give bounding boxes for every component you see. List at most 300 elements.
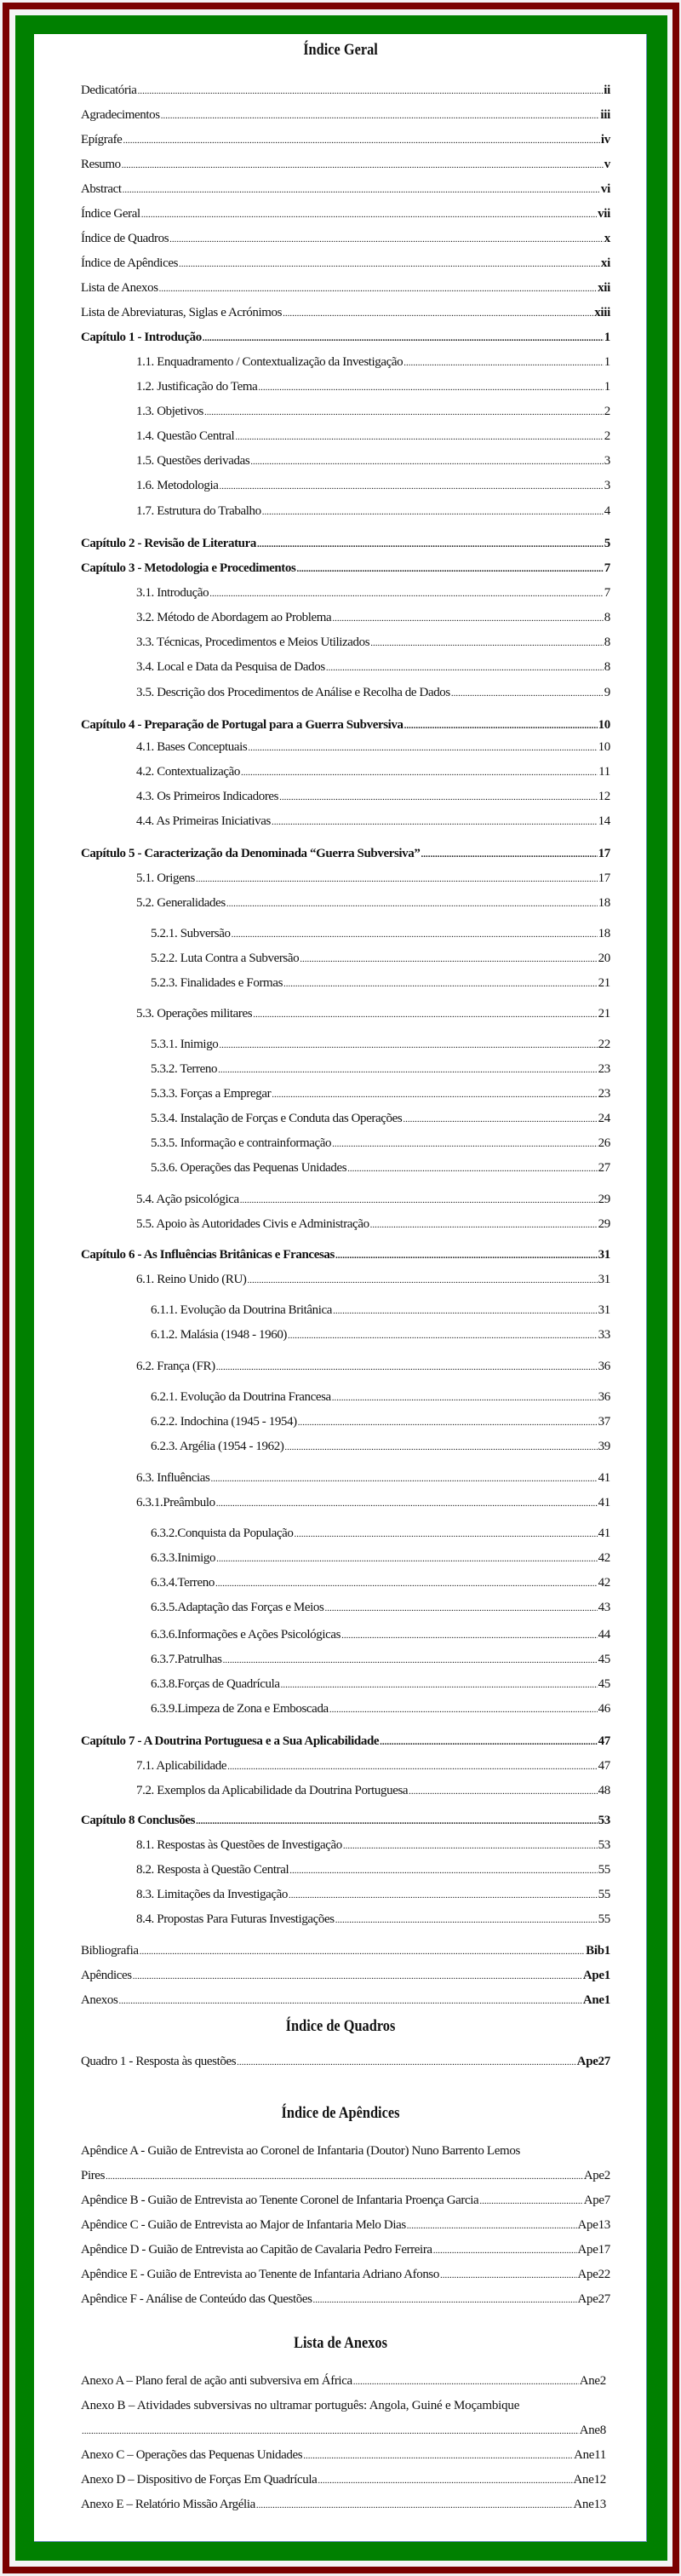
- entry-title: 5.5. Apoio às Autoridades Civis e Administração: [136, 1217, 369, 1231]
- page-number: 55: [598, 1888, 610, 1901]
- entry-title: Quadro 1 - Resposta às questões: [81, 2055, 237, 2068]
- entry-title: 1.5. Questões derivadas: [136, 454, 250, 468]
- entry-title: Abstract: [81, 182, 122, 196]
- section-entry[interactable]: [136, 503, 610, 520]
- dot-leader: [215, 1574, 598, 1592]
- page-number: 37: [598, 1415, 610, 1429]
- chapter-entry[interactable]: [81, 845, 610, 862]
- dot-leader: [451, 684, 604, 702]
- dot-leader: [440, 2266, 577, 2284]
- entry-title: Bibliografia: [81, 1944, 139, 1958]
- section-entry[interactable]: [136, 1837, 610, 1854]
- section-title-indice-quadros: Índice de Quadros: [285, 2017, 396, 2035]
- dot-leader: [404, 716, 598, 734]
- section-entry[interactable]: [136, 739, 610, 756]
- page-number: 8: [604, 611, 610, 624]
- subsection-entry[interactable]: [151, 1550, 610, 1567]
- dot-leader: [159, 279, 597, 297]
- page-number: 41: [598, 1496, 610, 1509]
- dot-leader: [335, 1246, 598, 1264]
- front-matter-entry[interactable]: [81, 82, 610, 99]
- dot-leader: [122, 156, 604, 174]
- dot-leader: [204, 403, 604, 421]
- front-matter-entry[interactable]: [81, 304, 610, 321]
- entry-title: Anexo A – Plano feral de ação anti subversiva em África: [81, 2374, 352, 2388]
- quadro-entry[interactable]: [81, 2053, 610, 2070]
- entry-title: 3.4. Local e Data da Pesquisa de Dados: [136, 660, 325, 674]
- dot-leader: [253, 1005, 597, 1023]
- dot-leader: [220, 477, 604, 495]
- page-number: 8: [604, 635, 610, 649]
- page-number: Ane8: [579, 2424, 606, 2437]
- page-number: 3: [604, 454, 610, 468]
- section-entry[interactable]: [136, 1358, 610, 1375]
- dot-leader: [433, 2241, 577, 2259]
- page-number: 55: [598, 1912, 610, 1926]
- entry-title: 7.1. Aplicabilidade: [136, 1759, 227, 1773]
- dot-leader: [279, 788, 597, 806]
- entry-title: 5.3.5. Informação e contrainformação: [151, 1136, 332, 1150]
- subsection-entry[interactable]: [151, 975, 610, 992]
- page-number: 47: [598, 1759, 610, 1773]
- dot-leader: [283, 975, 598, 992]
- subsection-entry[interactable]: [151, 1700, 610, 1717]
- dot-leader: [421, 845, 598, 863]
- page-number: 21: [598, 1007, 610, 1021]
- entry-title: 4.2. Contextualização: [136, 765, 240, 779]
- annex-entry-title[interactable]: Anexo B – Atividades subversivas no ultramar português: Angola, Guiné e Moçambique: [81, 2399, 520, 2412]
- chapter-entry[interactable]: [81, 716, 610, 733]
- appendix-entry[interactable]: [81, 2266, 610, 2283]
- page-number: Ape7: [583, 2194, 610, 2207]
- chapter-entry[interactable]: [81, 1812, 610, 1829]
- dot-leader: [216, 1358, 598, 1376]
- section-entry[interactable]: [136, 658, 610, 676]
- annex-entry[interactable]: [81, 2496, 606, 2513]
- appendix-entry[interactable]: [81, 2167, 610, 2184]
- subsection-entry[interactable]: [151, 1135, 610, 1152]
- entry-title: 5.2.2. Luta Contra a Subversão: [151, 952, 300, 965]
- front-matter-entry[interactable]: [81, 156, 610, 173]
- dot-leader: [335, 1911, 598, 1929]
- chapter-entry[interactable]: [81, 535, 610, 552]
- subsection-entry[interactable]: [151, 1061, 610, 1078]
- dot-leader: [318, 2471, 572, 2489]
- front-matter-entry[interactable]: [81, 205, 610, 222]
- annex-entry[interactable]: [81, 2372, 606, 2389]
- entry-title: 6.3.8.Forças de Quadrícula: [151, 1677, 280, 1691]
- annex-entry[interactable]: [81, 2422, 606, 2439]
- section-title-indice-apendices: Índice de Apêndices: [281, 2104, 400, 2122]
- entry-title: 6.2. França (FR): [136, 1360, 215, 1373]
- entry-title: 6.3.3.Inimigo: [151, 1551, 216, 1565]
- page-number: 10: [598, 740, 610, 754]
- back-matter-entry[interactable]: [81, 1942, 610, 1959]
- dot-leader: [409, 1782, 597, 1800]
- chapter-entry[interactable]: [81, 1733, 610, 1750]
- page-number: 45: [598, 1653, 610, 1666]
- dot-leader: [161, 106, 600, 124]
- entry-title: 6.1.2. Malásia (1948 - 1960): [151, 1328, 288, 1342]
- subsection-entry[interactable]: [151, 1599, 610, 1616]
- dot-leader: [407, 2217, 577, 2234]
- page-number: Ape2: [583, 2169, 610, 2182]
- entry-title: 8.1. Respostas às Questões de Investigação: [136, 1838, 342, 1852]
- page-number: Ape22: [577, 2268, 610, 2281]
- entry-title: Agradecimentos: [81, 108, 160, 122]
- entry-title: 5.1. Origens: [136, 871, 195, 885]
- page-number: 1: [604, 380, 610, 394]
- section-entry[interactable]: [136, 894, 610, 911]
- entry-title: 6.2.2. Indochina (1945 - 1954): [151, 1415, 297, 1429]
- page-number: xiii: [594, 306, 610, 319]
- section-entry[interactable]: [136, 684, 610, 701]
- appendix-entry[interactable]: [81, 2192, 610, 2209]
- page-number: Ape17: [577, 2243, 610, 2257]
- dot-leader: [250, 452, 604, 470]
- dot-leader: [295, 1525, 598, 1543]
- dot-leader: [343, 1837, 598, 1854]
- section-entry[interactable]: [136, 378, 610, 395]
- dot-leader: [240, 1191, 598, 1209]
- entry-title: Anexo D – Dispositivo de Forças Em Quadrícula: [81, 2473, 318, 2487]
- page-number: 2: [604, 405, 610, 418]
- appendix-entry[interactable]: [81, 2291, 610, 2308]
- subsection-entry[interactable]: [151, 1413, 610, 1430]
- entry-title: Índice de Apêndices: [81, 256, 179, 270]
- dot-leader: [298, 1413, 598, 1431]
- dot-leader: [209, 584, 604, 602]
- front-matter-entry[interactable]: [81, 279, 610, 296]
- dot-leader: [248, 1271, 598, 1289]
- dot-leader: [211, 1469, 598, 1487]
- page-number: vi: [600, 182, 610, 196]
- section-title-indice-geral: Índice Geral: [303, 41, 378, 59]
- subsection-entry[interactable]: [151, 1676, 610, 1693]
- section-entry[interactable]: [136, 403, 610, 420]
- dot-leader: [403, 354, 604, 371]
- dot-leader: [257, 535, 604, 553]
- entry-title: Apêndice D - Guião de Entrevista ao Capitão de Cavalaria Pedro Ferreira: [81, 2243, 432, 2257]
- dot-leader: [324, 1599, 597, 1617]
- entry-title: 6.3.7.Patrulhas: [151, 1653, 222, 1666]
- dot-leader: [232, 925, 598, 943]
- subsection-entry[interactable]: [151, 1036, 610, 1053]
- page-number: 21: [598, 976, 610, 990]
- front-matter-entry[interactable]: [81, 255, 610, 272]
- dot-leader: [332, 1135, 597, 1153]
- page-number: ii: [604, 83, 610, 97]
- entry-title: Capítulo 5 - Caracterização da Denominada “Guerra Subversiva”: [81, 847, 421, 860]
- entry-title: 3.1. Introdução: [136, 586, 209, 600]
- subsection-entry[interactable]: [151, 950, 610, 967]
- dot-leader: [289, 1861, 597, 1879]
- chapter-entry[interactable]: [81, 560, 610, 577]
- dot-leader: [329, 1700, 598, 1718]
- entry-title: 6.2.3. Argélia (1954 - 1962): [151, 1440, 284, 1453]
- back-matter-entry[interactable]: [81, 1992, 610, 2009]
- section-entry[interactable]: [136, 452, 610, 469]
- page-number: Ane2: [579, 2374, 606, 2388]
- entry-title: 5.3.6. Operações das Pequenas Unidades: [151, 1161, 347, 1175]
- page-number: 36: [598, 1390, 610, 1404]
- front-matter-entry[interactable]: [81, 181, 610, 198]
- page-number: 18: [598, 896, 610, 910]
- subsection-entry[interactable]: [151, 925, 610, 942]
- section-entry[interactable]: [136, 584, 610, 601]
- entry-title: 5.3.2. Terreno: [151, 1062, 218, 1076]
- entry-title: Dedicatória: [81, 83, 137, 97]
- dot-leader: [479, 2192, 582, 2210]
- entry-title: 8.3. Limitações da Investigação: [136, 1888, 288, 1901]
- page-number: 26: [598, 1136, 610, 1150]
- section-entry[interactable]: [136, 634, 610, 651]
- page-number: 31: [598, 1273, 610, 1286]
- dot-leader: [272, 813, 598, 831]
- entry-title: 3.3. Técnicas, Procedimentos e Meios Utilizados: [136, 635, 370, 649]
- entry-title: Índice Geral: [81, 207, 140, 221]
- dot-leader: [341, 1626, 598, 1644]
- subsection-entry[interactable]: [151, 1326, 610, 1343]
- dot-leader: [169, 230, 604, 248]
- page-number: 36: [598, 1360, 610, 1373]
- dot-leader: [347, 1159, 597, 1177]
- subsection-entry[interactable]: [151, 1085, 610, 1102]
- page-number: 18: [598, 927, 610, 940]
- page-number: 20: [598, 952, 610, 965]
- page-number: Ape27: [576, 2055, 610, 2068]
- front-matter-entry[interactable]: [81, 230, 610, 247]
- entry-title: 3.2. Método de Abordagem ao Problema: [136, 611, 332, 624]
- annex-entry[interactable]: [81, 2447, 606, 2464]
- entry-title: 8.4. Propostas Para Futuras Investigações: [136, 1912, 335, 1926]
- entry-title: Capítulo 4 - Preparação de Portugal para a Guerra Subversiva: [81, 718, 403, 732]
- entry-title: 1.4. Questão Central: [136, 429, 235, 443]
- page-number: 24: [598, 1112, 610, 1125]
- page-number: 7: [604, 586, 610, 600]
- section-entry[interactable]: [136, 609, 610, 626]
- dot-leader: [281, 1676, 598, 1693]
- section-entry[interactable]: [136, 1911, 610, 1928]
- page-number: 55: [598, 1863, 610, 1877]
- subsection-entry[interactable]: [151, 1159, 610, 1176]
- entry-title: Apêndice E - Guião de Entrevista ao Tenente de Infantaria Adriano Afonso: [81, 2268, 439, 2281]
- dot-leader: [403, 1110, 597, 1128]
- subsection-entry[interactable]: [151, 1574, 610, 1591]
- appendix-entry[interactable]: [81, 2241, 610, 2258]
- page-number: 12: [598, 790, 610, 803]
- subsection-entry[interactable]: [151, 1110, 610, 1127]
- dot-leader: [196, 1812, 597, 1830]
- section-entry[interactable]: [136, 1494, 610, 1511]
- dot-leader: [300, 950, 597, 968]
- entry-title: 1.3. Objetivos: [136, 405, 203, 418]
- dot-leader: [226, 894, 598, 912]
- subsection-entry[interactable]: [151, 1525, 610, 1542]
- subsection-entry[interactable]: [151, 1438, 610, 1455]
- dot-leader: [296, 560, 603, 578]
- dot-leader: [235, 428, 603, 446]
- dot-leader: [140, 1942, 585, 1960]
- page-number: 45: [598, 1677, 610, 1691]
- page-number: 9: [604, 686, 610, 699]
- subsection-entry[interactable]: [151, 1389, 610, 1406]
- page-number: Bib1: [586, 1944, 610, 1958]
- dot-leader: [219, 1036, 597, 1054]
- page-number: 2: [604, 429, 610, 443]
- entry-title: Anexo C – Operações das Pequenas Unidades: [81, 2448, 303, 2462]
- section-entry[interactable]: [136, 870, 610, 887]
- dot-leader: [332, 1389, 598, 1406]
- page-number: 7: [604, 561, 610, 575]
- chapter-entry[interactable]: [81, 329, 610, 346]
- dot-leader: [123, 181, 600, 198]
- page-number: 23: [598, 1087, 610, 1101]
- section-entry[interactable]: [136, 1271, 610, 1288]
- dot-leader: [283, 304, 593, 322]
- dot-leader: [106, 2167, 583, 2185]
- page-number: Ane11: [574, 2448, 606, 2462]
- page-number: 17: [598, 847, 610, 860]
- dot-leader: [123, 131, 599, 149]
- section-entry[interactable]: [136, 1469, 610, 1486]
- entry-title: Apêndice C - Guião de Entrevista ao Major de Infantaria Melo Dias: [81, 2218, 406, 2232]
- page-number: 46: [598, 1702, 610, 1716]
- page-number: 3: [604, 479, 610, 492]
- entry-title: Capítulo 1 - Introdução: [81, 331, 202, 344]
- page-number: iii: [600, 108, 610, 122]
- section-title-lista-anexos: Lista de Anexos: [294, 2334, 387, 2352]
- section-entry[interactable]: [136, 1191, 610, 1208]
- page-number: 11: [598, 765, 610, 779]
- entry-title: 4.1. Bases Conceptuais: [136, 740, 248, 754]
- section-entry[interactable]: [136, 763, 610, 780]
- page-number: 48: [598, 1784, 610, 1797]
- dot-leader: [241, 763, 598, 781]
- entry-title: 1.1. Enquadramento / Contextualização da Investigação: [136, 355, 403, 369]
- entry-title: 6.1.1. Evolução da Doutrina Britânica: [151, 1303, 333, 1317]
- subsection-entry[interactable]: [151, 1302, 610, 1319]
- entry-title: 5.2.3. Finalidades e Formas: [151, 976, 283, 990]
- appendix-entry[interactable]: [81, 2217, 610, 2234]
- entry-title: 3.5. Descrição dos Procedimentos de Análise e Recolha de Dados: [136, 686, 450, 699]
- page-number: x: [604, 232, 610, 245]
- dot-leader: [118, 1992, 581, 2010]
- annex-entry[interactable]: [81, 2471, 606, 2488]
- section-entry[interactable]: [136, 1861, 610, 1878]
- dot-leader: [196, 870, 598, 888]
- entry-title: 4.4. As Primeiras Iniciativas: [136, 814, 271, 828]
- entry-title: Lista de Anexos: [81, 281, 158, 295]
- entry-title: Anexos: [81, 1993, 118, 2007]
- dot-leader: [370, 634, 604, 652]
- page-number: 8: [604, 660, 610, 674]
- subsection-entry[interactable]: [151, 1626, 610, 1643]
- dot-leader: [284, 1438, 597, 1456]
- section-entry[interactable]: [136, 477, 610, 494]
- section-entry[interactable]: [136, 1005, 610, 1022]
- entry-title: Anexo E – Relatório Missão Argélia: [81, 2498, 255, 2511]
- page-number: 4: [604, 504, 610, 518]
- section-entry[interactable]: [136, 1886, 610, 1903]
- page-number: Ape13: [577, 2218, 610, 2232]
- entry-title: 8.2. Resposta à Questão Central: [136, 1863, 289, 1877]
- section-entry[interactable]: [136, 354, 610, 371]
- entry-title: 5.3.4. Instalação de Forças e Conduta das Operações: [151, 1112, 403, 1125]
- page-number: 41: [598, 1471, 610, 1485]
- entry-title: Resumo: [81, 158, 121, 171]
- page-number: 23: [598, 1062, 610, 1076]
- page-number: 44: [598, 1628, 610, 1642]
- page-number: Ape1: [582, 1969, 610, 1982]
- dot-leader: [82, 2422, 579, 2440]
- entry-title: Pires: [81, 2169, 106, 2182]
- dot-leader: [313, 2291, 577, 2309]
- page-number: 42: [598, 1551, 610, 1565]
- entry-title: 6.3.4.Terreno: [151, 1576, 215, 1590]
- page-number: 47: [598, 1734, 610, 1748]
- dot-leader: [237, 2053, 576, 2071]
- page-number: Ane13: [573, 2498, 606, 2511]
- dot-leader: [262, 503, 604, 520]
- section-entry[interactable]: [136, 1757, 610, 1774]
- entry-title: 7.2. Exemplos da Aplicabilidade da Doutrina Portuguesa: [136, 1784, 409, 1797]
- dot-leader: [380, 1733, 597, 1751]
- entry-title: 5.3.3. Forças a Empregar: [151, 1087, 272, 1101]
- entry-title: 6.3.6.Informações e Ações Psicológicas: [151, 1628, 341, 1642]
- entry-title: 6.3. Influências: [136, 1471, 210, 1485]
- dot-leader: [289, 1886, 598, 1904]
- page-number: 39: [598, 1440, 610, 1453]
- chapter-entry[interactable]: [81, 1246, 610, 1263]
- page-number: 42: [598, 1576, 610, 1590]
- entry-title: 6.3.1.Preâmbulo: [136, 1496, 215, 1509]
- section-entry[interactable]: [136, 813, 610, 830]
- back-matter-entry[interactable]: [81, 1967, 610, 1984]
- front-matter-entry[interactable]: [81, 106, 610, 124]
- entry-title: Capítulo 3 - Metodologia e Procedimentos: [81, 561, 296, 575]
- dot-leader: [326, 658, 604, 676]
- front-matter-entry[interactable]: [81, 131, 610, 148]
- dot-leader: [353, 2372, 579, 2390]
- entry-title: 6.1. Reino Unido (RU): [136, 1273, 247, 1286]
- dot-leader: [218, 1061, 598, 1078]
- subsection-entry[interactable]: [151, 1651, 610, 1668]
- page-number: 27: [598, 1161, 610, 1175]
- dot-leader: [203, 329, 604, 347]
- page-number: 31: [598, 1248, 610, 1262]
- page-number: 29: [598, 1217, 610, 1231]
- appendix-entry-title[interactable]: Apêndice A - Guião de Entrevista ao Coronel de Infantaria (Doutor) Nuno Barrento Lemos: [81, 2144, 520, 2158]
- dot-leader: [248, 739, 597, 756]
- section-entry[interactable]: [136, 1216, 610, 1233]
- page-number: xii: [598, 281, 610, 295]
- page-number: 33: [598, 1328, 610, 1342]
- entry-title: 5.3. Operações militares: [136, 1007, 253, 1021]
- page-number: 1: [604, 355, 610, 369]
- dot-leader: [223, 1651, 598, 1669]
- entry-title: 5.2. Generalidades: [136, 896, 226, 910]
- page-number: 22: [598, 1038, 610, 1051]
- dot-leader: [227, 1757, 597, 1775]
- section-entry[interactable]: [136, 428, 610, 445]
- entry-title: 6.3.9.Limpeza de Zona e Emboscada: [151, 1702, 329, 1716]
- section-entry[interactable]: [136, 788, 610, 805]
- entry-title: 5.3.1. Inimigo: [151, 1038, 219, 1051]
- entry-title: 1.6. Metodologia: [136, 479, 219, 492]
- entry-title: Capítulo 7 - A Doutrina Portuguesa e a Sua Aplicabilidade: [81, 1734, 380, 1748]
- section-entry[interactable]: [136, 1782, 610, 1799]
